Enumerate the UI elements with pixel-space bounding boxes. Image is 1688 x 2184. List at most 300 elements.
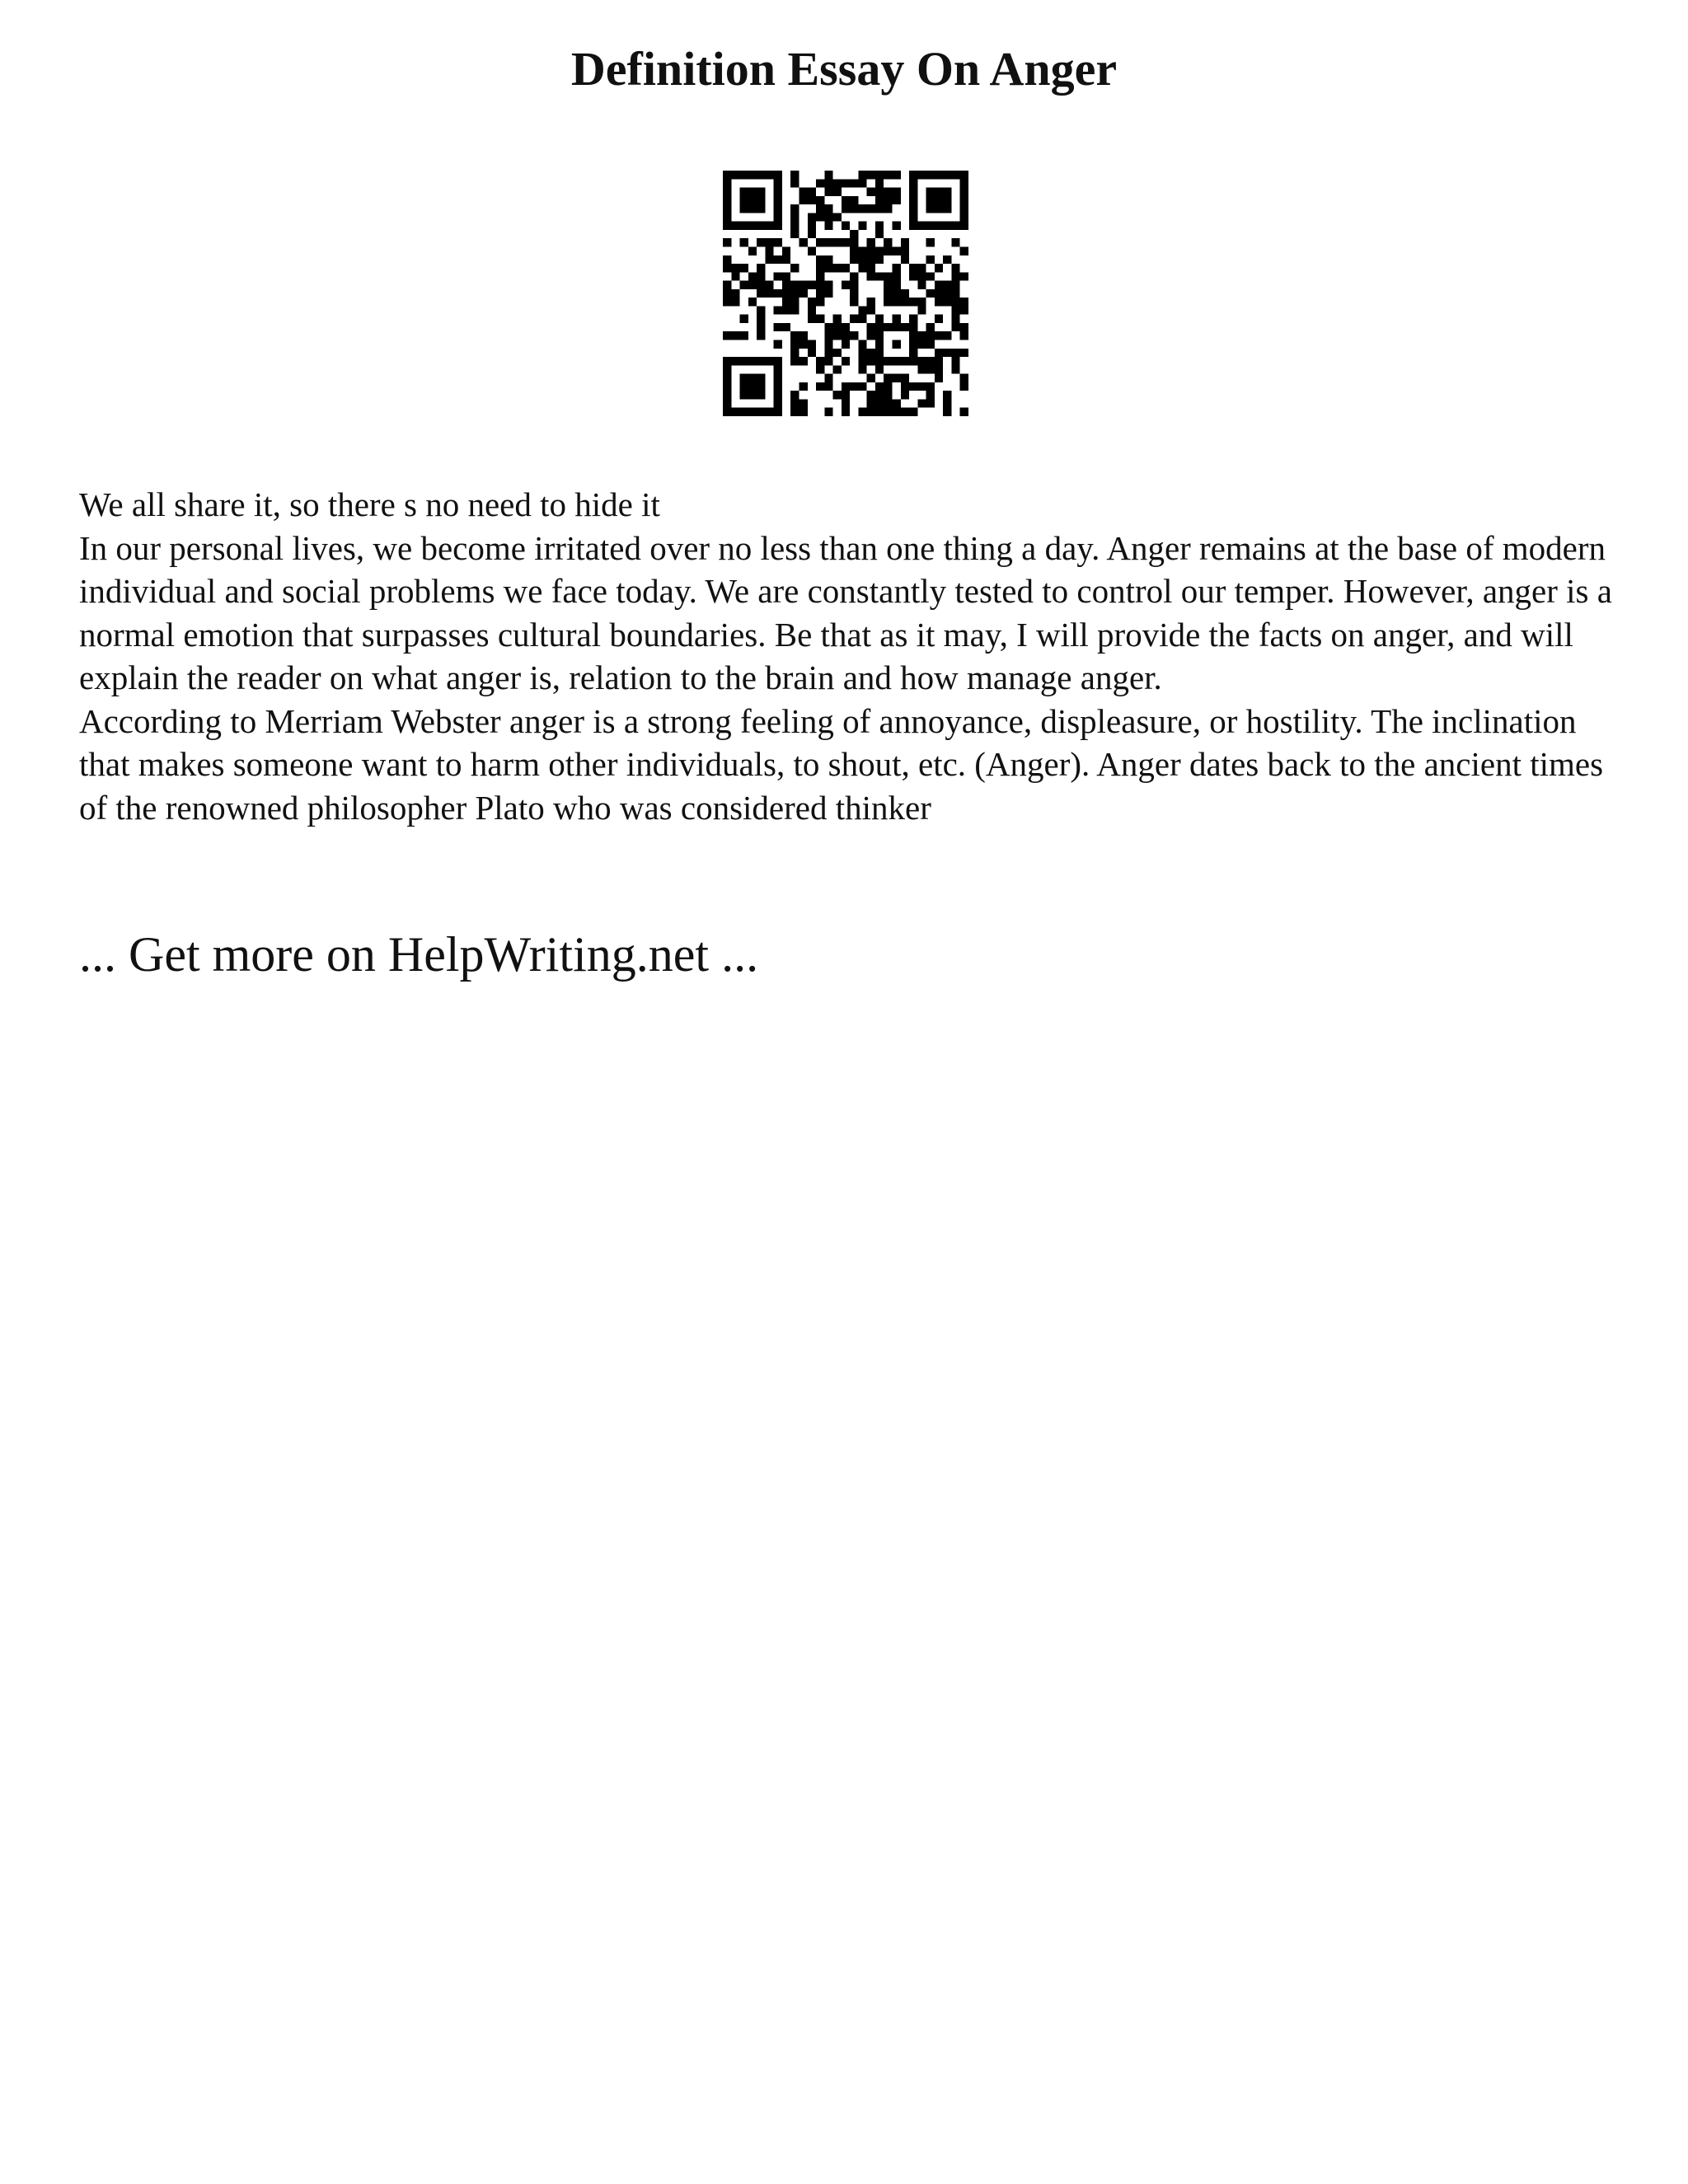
qr-module [790,179,799,187]
qr-module [917,399,926,407]
qr-module [757,222,765,230]
qr-module [951,171,959,179]
qr-module [740,357,748,365]
qr-module [723,374,731,382]
qr-module [935,222,943,230]
qr-module [790,222,799,230]
qr-module [867,306,875,314]
qr-module [858,179,866,187]
qr-module [748,357,757,365]
qr-module [960,408,968,416]
qr-module [909,298,917,306]
qr-module [731,171,739,179]
qr-module [757,382,765,391]
qr-module [790,357,799,365]
qr-module [723,331,731,340]
qr-module [909,213,917,221]
qr-module [790,298,799,306]
qr-module [943,188,951,196]
qr-module [867,171,875,179]
qr-module [816,382,824,391]
qr-module [731,408,739,416]
qr-module [790,213,799,221]
qr-module [799,196,807,204]
qr-module [960,179,968,187]
qr-module [824,408,832,416]
qr-module [731,272,739,280]
qr-module [926,204,935,213]
qr-module [774,171,782,179]
qr-module [723,264,731,272]
qr-module [850,382,858,391]
qr-module [951,365,959,373]
qr-module [935,196,943,204]
qr-module [808,281,816,289]
essay-paragraph: We all share it, so there s no need to hide it [79,485,660,523]
qr-module [858,349,866,357]
qr-module [799,357,807,365]
qr-module [740,382,748,391]
qr-module [757,281,765,289]
qr-module [757,306,765,314]
qr-module [723,204,731,213]
qr-module [842,179,850,187]
qr-module [960,382,968,391]
qr-module [926,323,935,331]
qr-module [884,374,892,382]
qr-module [842,357,850,365]
qr-module [850,281,858,289]
qr-module [757,264,765,272]
qr-module [774,188,782,196]
qr-module [917,357,926,365]
qr-module [951,264,959,272]
qr-module [782,289,790,298]
qr-module [858,306,866,314]
qr-module [951,238,959,246]
qr-module [884,382,892,391]
qr-module [926,238,935,246]
qr-module [842,399,850,407]
qr-module [816,289,824,298]
qr-module [909,204,917,213]
qr-module [790,331,799,340]
qr-module [790,391,799,399]
qr-module [748,272,757,280]
qr-module [909,349,917,357]
qr-module [731,298,739,306]
qr-module [799,238,807,246]
qr-module [909,340,917,349]
qr-module [884,391,892,399]
qr-module [748,196,757,204]
qr-module [951,222,959,230]
qr-module [960,306,968,314]
qr-module [901,246,909,255]
qr-module [816,298,824,306]
qr-module [723,281,731,289]
qr-module [926,272,935,280]
qr-module [960,374,968,382]
qr-module [917,382,926,391]
qr-module [850,255,858,264]
qr-module [740,281,748,289]
qr-module [799,188,807,196]
qr-module [884,196,892,204]
qr-module [960,349,968,357]
qr-module [808,196,816,204]
qr-module [935,188,943,196]
qr-module [833,323,842,331]
qr-module [824,188,832,196]
qr-module [799,340,807,349]
qr-module [774,196,782,204]
qr-module [765,246,773,255]
qr-module [799,331,807,340]
qr-module [926,331,935,340]
qr-module [909,408,917,416]
qr-code-icon [723,171,968,416]
qr-module [917,306,926,314]
qr-module [816,272,824,280]
qr-module [850,204,858,213]
qr-module [842,340,850,349]
qr-module [842,323,850,331]
qr-module [909,331,917,340]
qr-module [935,315,943,323]
qr-module [875,331,884,340]
qr-module [884,246,892,255]
qr-module [901,323,909,331]
qr-module [858,246,866,255]
qr-module [935,331,943,340]
qr-module [723,179,731,187]
qr-module [909,315,917,323]
qr-module [824,357,832,365]
qr-module [842,222,850,230]
qr-module [799,408,807,416]
get-more-link[interactable]: ... Get more on HelpWriting.net ... [79,927,759,982]
qr-module [765,289,773,298]
qr-module [943,289,951,298]
qr-module [816,315,824,323]
qr-module [765,171,773,179]
qr-module [850,289,858,298]
qr-module [893,264,901,272]
qr-module [875,349,884,357]
qr-module [960,222,968,230]
qr-module [893,222,901,230]
qr-module [875,365,884,373]
qr-module [875,382,884,391]
qr-module [790,171,799,179]
qr-module [875,408,884,416]
qr-module [917,340,926,349]
qr-module [723,255,731,264]
qr-module [748,382,757,391]
qr-module [875,188,884,196]
qr-module [833,349,842,357]
qr-module [748,281,757,289]
qr-module [808,349,816,357]
qr-module [824,289,832,298]
qr-module [774,213,782,221]
qr-module [909,171,917,179]
qr-module [816,281,824,289]
qr-module [875,196,884,204]
qr-module [926,365,935,373]
qr-module [867,323,875,331]
qr-module [723,382,731,391]
qr-module [893,196,901,204]
qr-module [917,331,926,340]
qr-module [782,281,790,289]
qr-module [824,255,832,264]
qr-module [731,264,739,272]
qr-module [951,315,959,323]
qr-module [757,391,765,399]
qr-module [774,272,782,280]
qr-module [842,238,850,246]
qr-module [935,204,943,213]
qr-module [875,323,884,331]
qr-module [757,357,765,365]
qr-module [893,281,901,289]
qr-module [884,298,892,306]
qr-module [765,281,773,289]
qr-module [935,171,943,179]
qr-module [808,315,816,323]
qr-module [748,374,757,382]
qr-module [909,272,917,280]
qr-module [850,238,858,246]
qr-module [731,222,739,230]
qr-module [926,255,935,264]
qr-module [884,204,892,213]
qr-module [893,357,901,365]
qr-module [757,188,765,196]
qr-module [943,391,951,399]
qr-module [824,382,832,391]
qr-module [723,289,731,298]
qr-module [740,408,748,416]
qr-module [893,340,901,349]
qr-module [850,230,858,238]
qr-module [740,204,748,213]
qr-module [774,323,782,331]
qr-module [951,357,959,365]
qr-module [850,298,858,306]
qr-module [790,230,799,238]
qr-module [790,289,799,298]
qr-module [850,331,858,340]
qr-module [842,264,850,272]
qr-module [960,213,968,221]
qr-module [774,306,782,314]
qr-module [833,315,842,323]
qr-module [943,204,951,213]
qr-module [867,399,875,407]
qr-module [858,264,866,272]
qr-module [757,204,765,213]
qr-module [875,357,884,365]
qr-module [909,188,917,196]
qr-module [774,357,782,365]
qr-module [943,408,951,416]
qr-module [799,289,807,298]
qr-module [901,255,909,264]
qr-module [893,171,901,179]
qr-module [875,179,884,187]
qr-module [816,255,824,264]
qr-module [740,171,748,179]
qr-module [951,306,959,314]
qr-module [901,289,909,298]
qr-module [824,374,832,382]
qr-module [893,408,901,416]
qr-module [884,408,892,416]
qr-module [816,365,824,373]
qr-module [884,272,892,280]
qr-module [748,408,757,416]
qr-module [824,171,832,179]
qr-module [833,238,842,246]
qr-module [740,222,748,230]
qr-module [943,281,951,289]
qr-module [909,179,917,187]
qr-module [943,331,951,340]
qr-module [935,264,943,272]
qr-module [893,289,901,298]
qr-module [875,315,884,323]
qr-module [935,357,943,365]
qr-module [943,196,951,204]
qr-module [951,349,959,357]
qr-module [765,357,773,365]
qr-module [867,391,875,399]
qr-module [782,306,790,314]
qr-module [842,408,850,416]
qr-module [867,408,875,416]
qr-module [782,298,790,306]
qr-module [774,382,782,391]
qr-module [824,281,832,289]
qr-module [901,382,909,391]
qr-module [926,357,935,365]
qr-module [867,238,875,246]
qr-module [774,222,782,230]
qr-module [875,230,884,238]
qr-module [901,374,909,382]
qr-module [842,331,850,340]
qr-module [748,188,757,196]
qr-module [740,238,748,246]
qr-module [875,255,884,264]
qr-module [740,315,748,323]
qr-module [790,281,799,289]
qr-module [884,289,892,298]
qr-module [943,399,951,407]
qr-module [790,340,799,349]
qr-module [748,171,757,179]
qr-module [748,204,757,213]
essay-paragraph: According to Merriam Webster anger is a strong feeling of annoyance, displeasure, or hostility. The inclination that makes someone want to harm other individuals, to shout, etc. (Anger). Anger dates back to the ancient times of the renowned philosopher Plato who was considered thinker [79,701,1604,827]
qr-module [875,272,884,280]
qr-module [723,408,731,416]
qr-module [884,188,892,196]
qr-module [893,374,901,382]
qr-module [867,264,875,272]
qr-module [893,298,901,306]
qr-module [901,357,909,365]
qr-module [824,179,832,187]
qr-module [816,238,824,246]
qr-module [757,323,765,331]
qr-module [875,222,884,230]
qr-module [731,289,739,298]
qr-module [790,306,799,314]
qr-module [884,323,892,331]
qr-module [875,246,884,255]
qr-module [774,179,782,187]
qr-module [867,374,875,382]
qr-module [951,272,959,280]
qr-module [782,255,790,264]
qr-module [935,374,943,382]
qr-module [774,399,782,407]
qr-module [926,391,935,399]
qr-module [951,281,959,289]
qr-module [765,238,773,246]
qr-module [740,188,748,196]
qr-module [943,349,951,357]
qr-module [884,281,892,289]
qr-module [757,272,765,280]
qr-module [740,331,748,340]
qr-module [824,323,832,331]
qr-module [816,264,824,272]
qr-module [935,281,943,289]
qr-module [943,171,951,179]
qr-module [960,196,968,204]
qr-module [867,246,875,255]
qr-module [799,399,807,407]
qr-module [960,323,968,331]
qr-module [917,365,926,373]
qr-module [833,213,842,221]
qr-module [833,391,842,399]
qr-module [960,171,968,179]
qr-module [723,213,731,221]
qr-module [774,340,782,349]
qr-module [926,188,935,196]
page-title: Definition Essay On Anger [570,42,1118,96]
qr-module [909,222,917,230]
qr-module [875,171,884,179]
qr-module [824,222,832,230]
qr-module [901,298,909,306]
qr-module [842,382,850,391]
qr-module [799,382,807,391]
qr-module [731,331,739,340]
qr-module [926,382,935,391]
qr-module [909,323,917,331]
qr-module [774,238,782,246]
qr-module [935,365,943,373]
essay-body [79,483,1629,829]
qr-module [774,374,782,382]
qr-module [858,204,866,213]
